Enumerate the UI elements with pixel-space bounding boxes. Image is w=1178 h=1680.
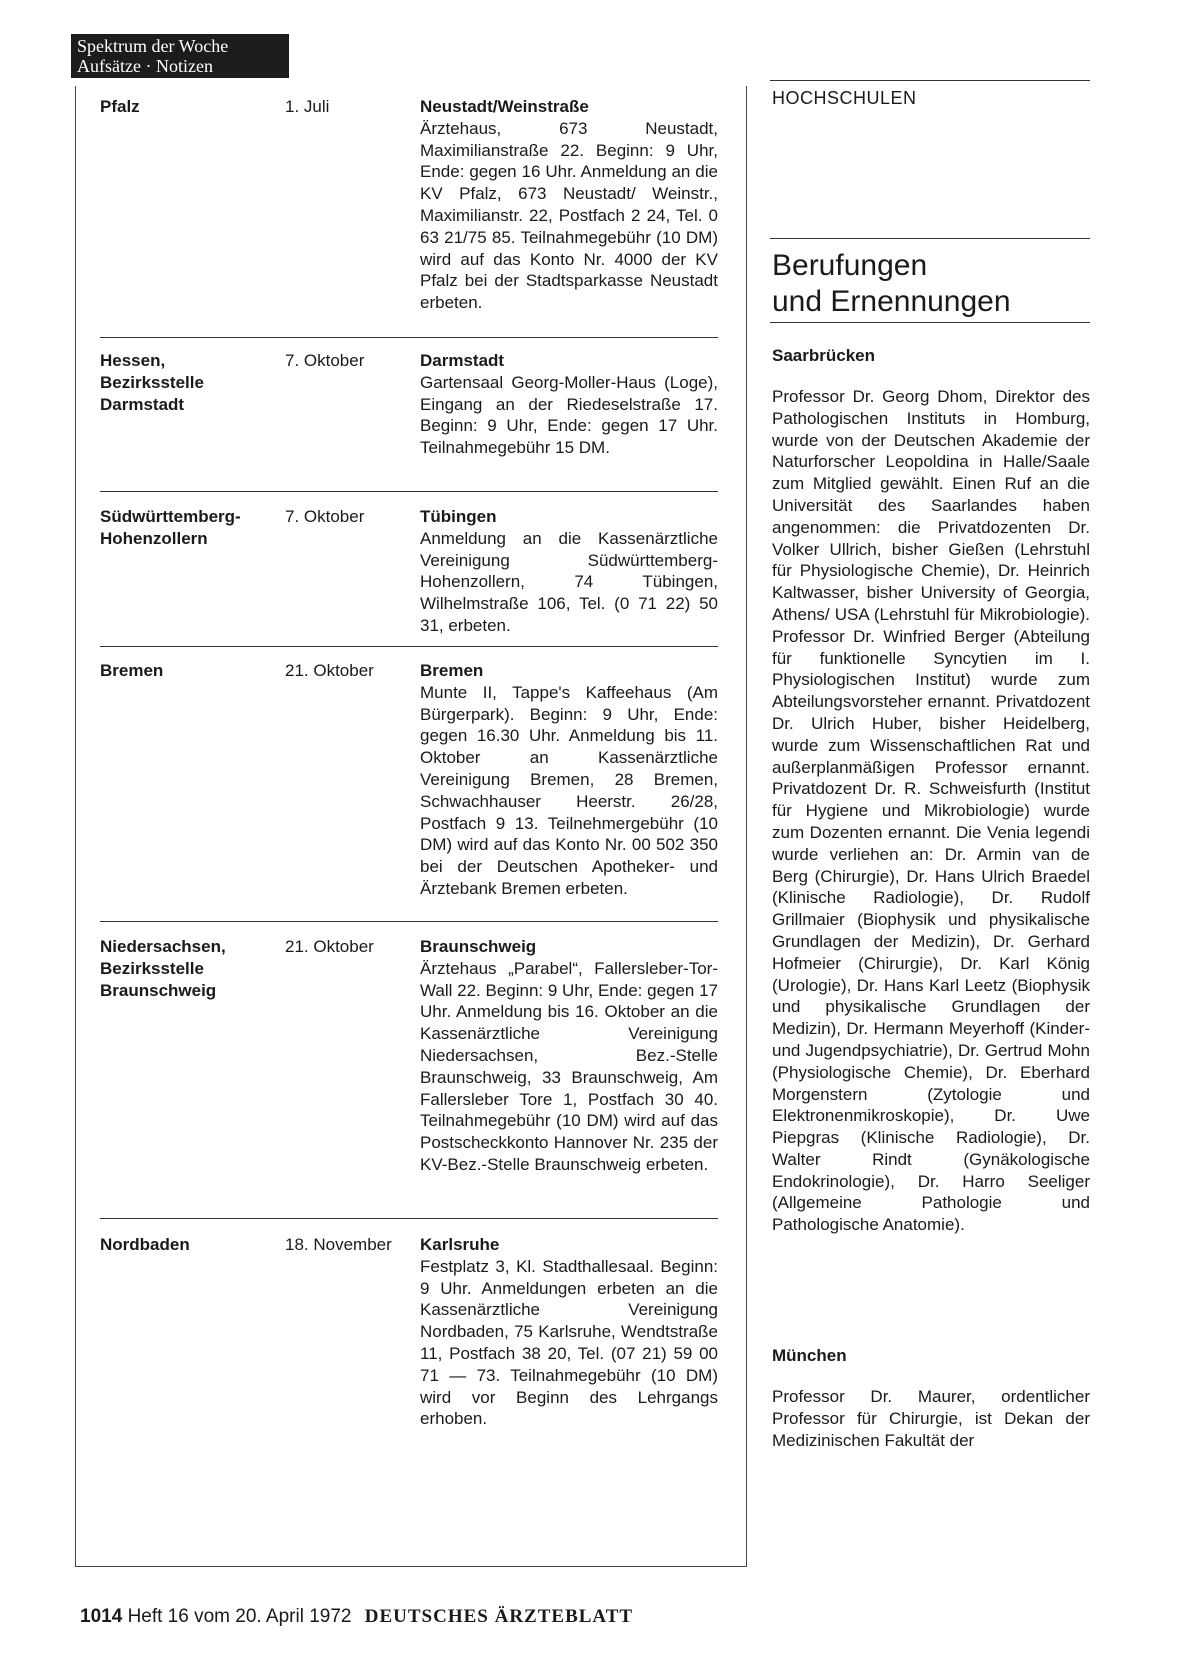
course-city: Neustadt/Weinstraße (420, 97, 589, 116)
row-divider (100, 337, 718, 338)
course-date: 18. November (285, 1235, 392, 1254)
magazine-title: DEUTSCHES ÄRZTEBLATT (364, 1606, 634, 1627)
course-region: Nordbaden (100, 1235, 190, 1254)
section-badge (71, 34, 289, 78)
badge-line-2: Aufsätze · Notizen (77, 56, 213, 76)
course-city: Braunschweig (420, 937, 537, 956)
course-region: Pfalz (100, 97, 140, 116)
row-divider (100, 491, 718, 492)
course-details: Munte II, Tappe's Kaffeehaus (Am Bürgerpark). Beginn: 9 Uhr, Ende: gegen 16.30 Uhr. Anmeldung bis 11. Oktober an Kassenärztliche Vereinigung Bremen, 28 Bremen, Schwachhauser Heerstr. 26/28, Postfach 9 13. Teilnehmergebühr (10 DM) wird auf das Konto Nr. 00 502 350 bei der Deutschen Apotheker- und Ärztebank Bremen erbeten. (420, 682, 718, 898)
course-region: Südwürttemberg-Hohenzollern (100, 507, 241, 548)
course-city: Darmstadt (420, 351, 505, 370)
headline-top-rule (770, 238, 1090, 239)
course-region: Bremen (100, 661, 164, 680)
course-details: Anmeldung an die Kassenärztliche Vereinigung Südwürttemberg-Hohenzollern, 74 Tübingen, Wilhelmstraße 106, Tel. (0 71 22) 50 31, erbeten. (420, 528, 718, 635)
row-divider (100, 921, 718, 922)
course-details: Ärztehaus, 673 Neustadt, Maximilianstraße 22. Beginn: 9 Uhr, Ende: gegen 16 Uhr. Anmeldung an die KV Pfalz, 673 Neustadt/ Weinstr., Maximilianstr. 22, Postfach 2 24, Tel. 0 63 21/75 85. Teilnahmegebühr (10 DM) wird auf das Konto Nr. 4000 der KV Pfalz bei der Stadtsparkasse Neustadt erbeten. (420, 118, 718, 313)
saarbruecken-text: Professor Dr. Georg Dhom, Direktor des Pathologischen Instituts in Homburg, wurde von der Deutschen Akademie der Naturforscher Leopoldina in Halle/Saale zum Mitglied gewählt. Einen Ruf an die Universität des Saarlandes haben angenommen: die Privatdozenten Dr. Volker Ullrich, bisher Gießen (Lehrstuhl für Physiologische Chemie), Dr. Heinrich Kaltwasser, bisher University of Georgia, Athens/ USA (Lehrstuhl für Mikrobiologie). Professor Dr. Winfried Berger (Abteilung für funktionelle Syncytien im I. Physiologischen Institut) wurde zum Abteilungsvorsteher ernannt. Privatdozent Dr. Ulrich Huber, bisher Heidelberg, wurde zum Wissenschaftlichen Rat und außerplanmäßigen Professor ernannt. Privatdozent Dr. R. Schweisfurth (Institut für Hygiene und Mikrobiologie) wurde zum Dozenten ernannt. Die Venia legendi wurde verliehen an: Dr. Armin van de Berg (Chirurgie), Dr. Hans Ulrich Braedel (Klinische Radiologie), Dr. Rudolf Grillmaier (Biophysik und physikalische Grundlagen der Medizin), Dr. Gerhard Hofmeier (Chirurgie), Dr. Karl König (Urologie), Dr. Hans Karl Leetz (Biophysik und physikalische Grundlagen der Medizin), Dr. Hermann Meyerhoff (Kinder- und Jugendpsychiatrie), Dr. Gertrud Mohn (Physiologische Chemie), Dr. Eberhard Morgenstern (Zytologie und Elektronenmikroskopie), Dr. Uwe Piepgras (Klinische Radiologie), Dr. Walter Rindt (Gynäkologische Endokrinologie), Dr. Harro Seeliger (Allgemeine Pathologie und Pathologische Anatomie). (772, 387, 1090, 1235)
row-divider (100, 1218, 718, 1219)
subhead-muenchen: München (772, 1346, 847, 1365)
course-date: 1. Juli (285, 97, 330, 116)
course-date: 7. Oktober (285, 507, 365, 526)
course-region: Niedersachsen, Bezirksstelle Braunschweig (100, 937, 226, 1000)
row-divider (100, 646, 718, 647)
headline-line-2: und Ernennungen (772, 285, 1011, 318)
muenchen-text: Professor Dr. Maurer, ordentlicher Professor für Chirurgie, ist Dekan der Medizinischen Fakultät der (772, 1387, 1090, 1450)
course-date: 21. Oktober (285, 661, 374, 680)
course-city: Karlsruhe (420, 1235, 500, 1254)
course-city: Bremen (420, 661, 484, 680)
issue-info: Heft 16 vom 20. April 1972 (127, 1606, 352, 1627)
course-details: Festplatz 3, Kl. Stadthallesaal. Beginn: 9 Uhr. Anmeldungen erbeten an die Kassenärztliche Vereinigung Nordbaden, 75 Karlsruhe, Wendtstraße 11, Postfach 38 20, Tel. (07 21) 59 00 71 — 73. Teilnahmegebühr (10 DM) wird vor Beginn des Lehrgangs erhoben. (420, 1256, 718, 1429)
course-date: 21. Oktober (285, 937, 374, 956)
headline (772, 248, 1011, 320)
badge-line-1: Spektrum der Woche (77, 36, 229, 56)
page-footer (80, 1606, 633, 1628)
page-number: 1014 (80, 1606, 123, 1627)
course-details: Gartensaal Georg-Moller-Haus (Loge), Eingang an der Riedeselstraße 17. Beginn: 9 Uhr, Ende: gegen 17 Uhr. Teilnahmegebühr 15 DM. (420, 372, 718, 458)
course-details: Ärztehaus „Parabel“, Fallersleber-Tor-Wall 22. Beginn: 9 Uhr, Ende: gegen 17 Uhr. Anmeldung bis 16. Oktober an die Kassenärztliche Vereinigung Niedersachsen, Bez.-Stelle Braunschweig, 33 Braunschweig, Am Fallersleber Tore 1, Postfach 30 40. Teilnahmegebühr (10 DM) wird auf das Postscheckkonto Hannover Nr. 235 der KV-Bez.-Stelle Braunschweig erbeten. (420, 958, 719, 1174)
kicker-rule (770, 80, 1090, 81)
subhead-saarbruecken: Saarbrücken (772, 346, 875, 365)
course-region: Hessen, Bezirksstelle Darmstadt (100, 351, 204, 414)
headline-bottom-rule (770, 322, 1090, 323)
headline-line-1: Berufungen (772, 249, 928, 282)
course-city: Tübingen (420, 507, 497, 526)
section-kicker: HOCHSCHULEN (772, 88, 917, 108)
course-date: 7. Oktober (285, 351, 365, 370)
